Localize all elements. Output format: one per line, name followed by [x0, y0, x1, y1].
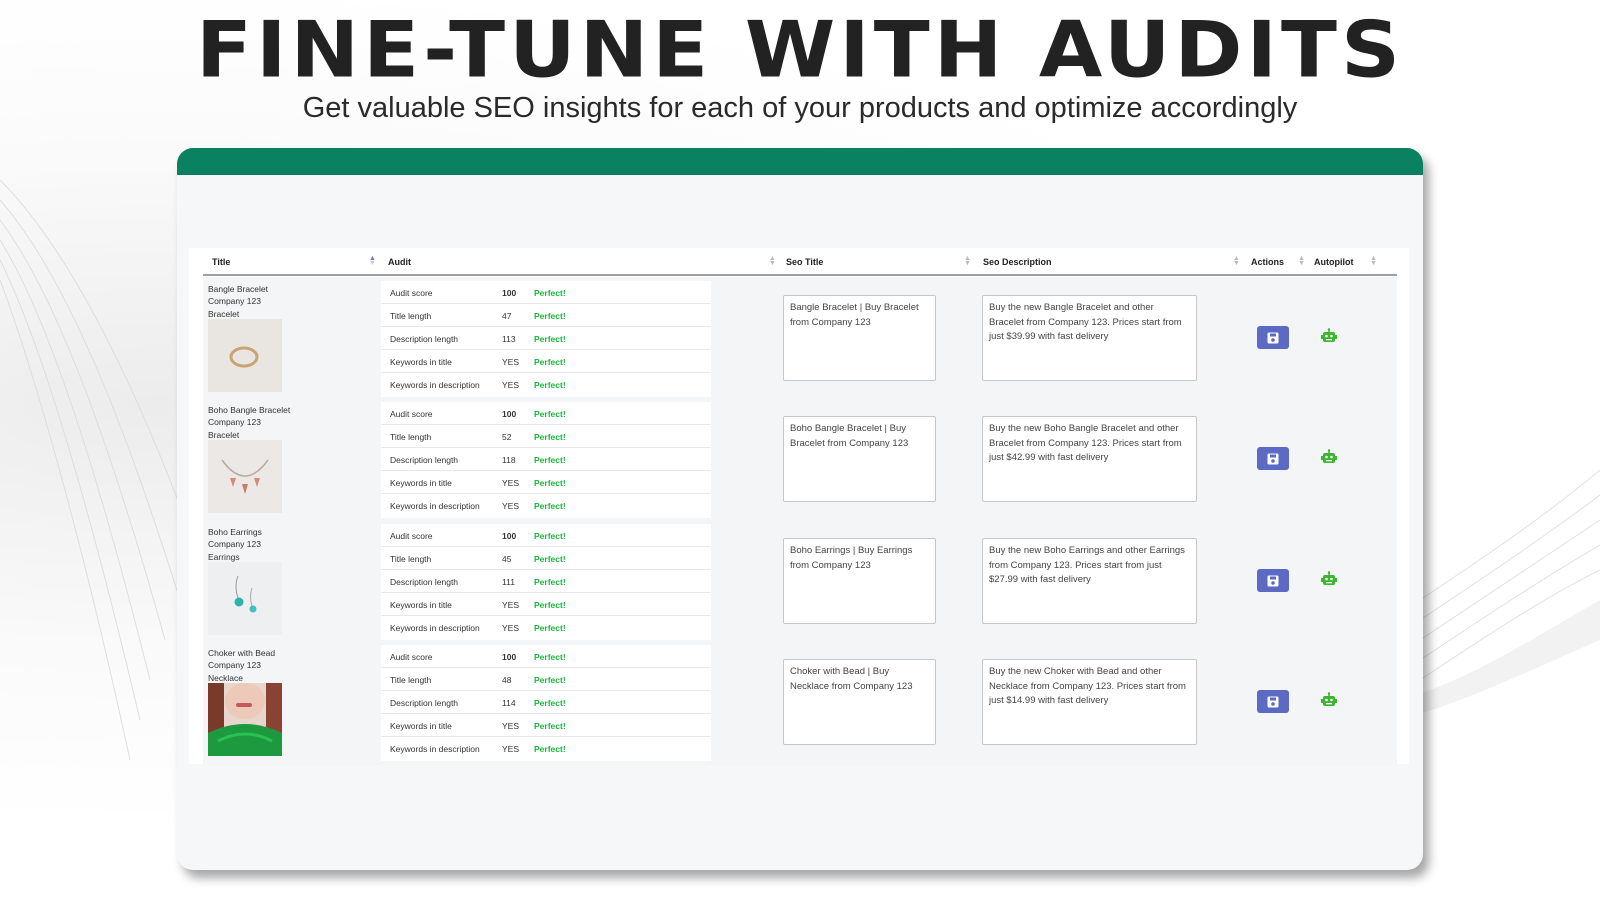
sort-icon[interactable]: ▲ ▼ [964, 255, 971, 267]
robot-icon[interactable] [1320, 449, 1338, 467]
audit-row [381, 714, 711, 737]
audit-label: Description length [390, 455, 459, 465]
save-icon [1267, 453, 1279, 465]
audit-value: YES [502, 721, 520, 731]
audit-row [381, 570, 711, 593]
audit-status: Perfect! [534, 675, 566, 685]
audit-value: 47 [502, 311, 512, 321]
product-image[interactable] [208, 683, 282, 756]
table-header [203, 248, 1397, 276]
audit-panel [381, 281, 711, 397]
audit-status: Perfect! [534, 600, 566, 610]
audit-row [381, 547, 711, 570]
sort-icon[interactable]: ▲ ▼ [769, 255, 776, 267]
audit-status: Perfect! [534, 455, 566, 465]
seo-title-field[interactable]: Choker with Bead | Buy Necklace from Company 123 [783, 659, 936, 745]
product-image[interactable] [208, 440, 282, 513]
audit-value: YES [502, 623, 520, 633]
audit-label: Description length [390, 577, 459, 587]
app-window [177, 148, 1423, 870]
product-type: Necklace [208, 672, 243, 683]
sort-icon[interactable]: ▲ ▼ [1370, 255, 1377, 267]
audit-label: Keywords in description [390, 744, 480, 754]
audit-row [381, 593, 711, 616]
column-header-title[interactable]: Title [212, 257, 231, 267]
audit-value: YES [502, 501, 520, 511]
product-info [208, 283, 368, 320]
audit-value: 114 [502, 698, 516, 708]
audit-panel [381, 645, 711, 761]
audit-row [381, 691, 711, 714]
seo-title-field[interactable]: Boho Bangle Bracelet | Buy Bracelet from Company 123 [783, 416, 936, 502]
save-button[interactable] [1257, 569, 1289, 592]
table-row [203, 641, 1397, 765]
audit-value: 52 [502, 432, 512, 442]
audit-status: Perfect! [534, 357, 566, 367]
audit-label: Keywords in description [390, 380, 480, 390]
audit-status: Perfect! [534, 380, 566, 390]
column-header-audit[interactable]: Audit [388, 257, 411, 267]
product-vendor: Company 123 [208, 660, 261, 671]
audit-value: 111 [502, 577, 515, 587]
product-type: Bracelet [208, 308, 240, 319]
product-type: Earrings [208, 551, 240, 562]
audit-status: Perfect! [534, 501, 566, 511]
seo-description-field[interactable]: Buy the new Bangle Bracelet and other Bracelet from Company 123. Prices start from just $39.99 with fast delivery [982, 295, 1197, 381]
audit-value: YES [502, 478, 520, 488]
product-image[interactable] [208, 319, 282, 392]
audit-row [381, 304, 711, 327]
audit-status: Perfect! [534, 334, 566, 344]
audit-value: 113 [502, 334, 516, 344]
sort-icon[interactable]: ▲ ▼ [369, 255, 376, 267]
audit-label: Title length [390, 311, 432, 321]
audit-status: Perfect! [534, 478, 566, 488]
audit-label: Description length [390, 334, 459, 344]
column-header-autopilot[interactable]: Autopilot [1314, 257, 1354, 267]
brand-header-bar [177, 148, 1423, 175]
audit-label: Keywords in description [390, 623, 480, 633]
audit-row [381, 373, 711, 396]
audit-status: Perfect! [534, 698, 566, 708]
save-button[interactable] [1257, 326, 1289, 349]
audit-row [381, 471, 711, 494]
page-headline: FINE-TUNE WITH AUDITS [195, 5, 1405, 96]
product-name[interactable]: Choker with Bead [208, 648, 276, 658]
audit-status: Perfect! [534, 432, 566, 442]
audit-row [381, 327, 711, 350]
audit-status: Perfect! [534, 721, 566, 731]
seo-title-field[interactable]: Bangle Bracelet | Buy Bracelet from Company 123 [783, 295, 936, 381]
audit-row [381, 616, 711, 639]
audit-label: Title length [390, 675, 432, 685]
sort-icon[interactable]: ▲ ▼ [1298, 255, 1305, 267]
product-image[interactable] [208, 562, 282, 635]
audit-row [381, 350, 711, 373]
seo-description-field[interactable]: Buy the new Choker with Bead and other Necklace from Company 123. Prices start from just $14.99 with fast delivery [982, 659, 1197, 745]
robot-icon[interactable] [1320, 692, 1338, 710]
audit-label: Audit score [390, 288, 433, 298]
column-header-seo-title[interactable]: Seo Title [786, 257, 824, 267]
product-info [208, 526, 368, 563]
audit-status: Perfect! [534, 623, 566, 633]
product-info [208, 404, 368, 441]
audit-value: 45 [502, 554, 512, 564]
seo-title-field[interactable]: Boho Earrings | Buy Earrings from Company 123 [783, 538, 936, 624]
column-header-seo-description[interactable]: Seo Description [983, 257, 1052, 267]
product-vendor: Company 123 [208, 296, 261, 307]
robot-icon[interactable] [1320, 328, 1338, 346]
save-icon [1267, 696, 1279, 708]
audit-value: 100 [502, 288, 517, 298]
audit-value: 118 [502, 455, 516, 465]
audit-status: Perfect! [534, 311, 566, 321]
audit-label: Audit score [390, 652, 433, 662]
save-button[interactable] [1257, 447, 1289, 470]
audit-label: Keywords in title [390, 600, 452, 610]
audit-row [381, 425, 711, 448]
audit-value: YES [502, 600, 520, 610]
audit-row [381, 524, 711, 547]
audit-label: Description length [390, 698, 459, 708]
audit-row [381, 448, 711, 471]
audit-row [381, 737, 711, 760]
audit-status: Perfect! [534, 531, 566, 541]
audit-value: 100 [502, 652, 517, 662]
audit-label: Keywords in title [390, 478, 452, 488]
audit-value: 48 [502, 675, 512, 685]
audit-status: Perfect! [534, 577, 566, 587]
audit-status: Perfect! [534, 288, 566, 298]
product-vendor: Company 123 [208, 417, 261, 428]
audit-value: 100 [502, 531, 517, 541]
products-table [189, 248, 1409, 764]
audit-label: Audit score [390, 409, 433, 419]
robot-icon[interactable] [1320, 571, 1338, 589]
seo-description-field[interactable]: Buy the new Boho Bangle Bracelet and other Bracelet from Company 123. Prices start from just $42.99 with fast delivery [982, 416, 1197, 502]
audit-row [381, 645, 711, 668]
audit-status: Perfect! [534, 554, 566, 564]
audit-label: Audit score [390, 531, 433, 541]
audit-row [381, 668, 711, 691]
table-row [203, 398, 1397, 522]
audit-value: YES [502, 357, 520, 367]
save-icon [1267, 332, 1279, 344]
audit-status: Perfect! [534, 744, 566, 754]
audit-panel [381, 402, 711, 518]
table-row [203, 520, 1397, 644]
product-info [208, 647, 368, 684]
audit-status: Perfect! [534, 652, 566, 662]
audit-label: Title length [390, 432, 432, 442]
audit-value: 100 [502, 409, 517, 419]
save-button[interactable] [1257, 690, 1289, 713]
product-name[interactable]: Boho Earrings [208, 527, 262, 537]
product-name[interactable]: Boho Bangle Bracelet [208, 405, 291, 415]
table-row [203, 277, 1397, 401]
product-vendor: Company 123 [208, 539, 261, 550]
seo-description-field[interactable]: Buy the new Boho Earrings and other Earrings from Company 123. Prices start from just $27.99 with fast delivery [982, 538, 1197, 624]
save-icon [1267, 575, 1279, 587]
sort-icon[interactable]: ▲ ▼ [1233, 255, 1240, 267]
page-subheadline: Get valuable SEO insights for each of your products and optimize accordingly [302, 92, 1298, 124]
audit-value: YES [502, 744, 520, 754]
audit-value: YES [502, 380, 520, 390]
audit-panel [381, 524, 711, 640]
product-name[interactable]: Bangle Bracelet [208, 284, 269, 294]
audit-row [381, 494, 711, 517]
audit-label: Title length [390, 554, 432, 564]
audit-label: Keywords in title [390, 721, 452, 731]
audit-row [381, 281, 711, 304]
audit-row [381, 402, 711, 425]
product-type: Bracelet [208, 429, 240, 440]
audit-status: Perfect! [534, 409, 566, 419]
audit-label: Keywords in title [390, 357, 452, 367]
audit-label: Keywords in description [390, 501, 480, 511]
column-header-actions[interactable]: Actions [1251, 257, 1285, 267]
